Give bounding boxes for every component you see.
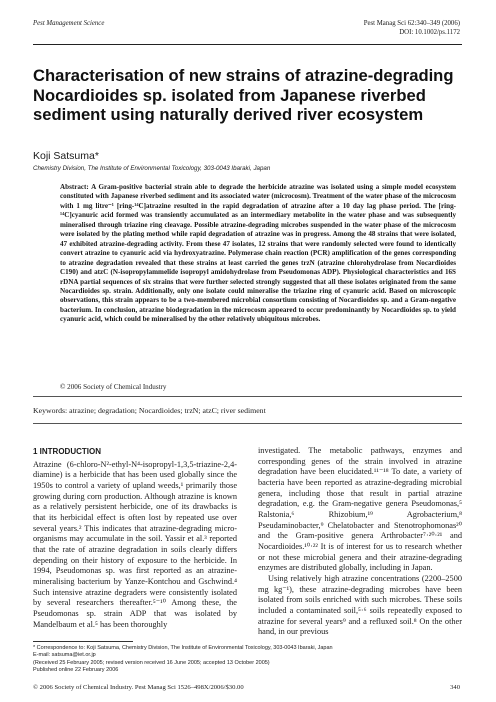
author-name: Koji Satsuma* — [33, 150, 99, 162]
author-affiliation: Chemistry Division, The Institute of Environmental Toxicology, 303-0043 Ibaraki, Japan — [33, 165, 271, 172]
intro-paragraph-1: Atrazine (6-chloro-N²-ethyl-N⁴-isopropyl-1,3,5-triazine-2,4-diamine) is a herbicide that has been used globally since the 1950s to control a variety of upland weeds,¹ primarily those growing during corn production. Although atrazine is known as a relatively persistent herbicide, one of its drawbacks is that its herbicidal effect is often lost by repeated use over several years.² This indicates that atrazine-degrading micro-organisms may accumulate in the soil. Yassir et al.³ reported that the rate of atrazine degradation in soils clearly differs depending on their history of exposure to the herbicide. In 1994, Pseudomonas sp. was first reported as an atrazine-mineralising bacterium by Yanze-Kontchou and Gschwind.⁴ Such intensive atrazine degraders were consistently isolated by several researchers thereafter.⁵⁻¹⁰ Among these, the Pseudomonas sp. strain ADP that was isolated by Mandelbaum et al.⁵ has been thoroughly — [33, 459, 237, 629]
citation-block — [364, 20, 460, 37]
published-online: Published online 22 February 2006 — [33, 666, 119, 673]
body-column-right — [258, 446, 462, 638]
body-column-left — [33, 447, 237, 630]
journal-name: Pest Management Science — [33, 20, 105, 27]
intro-paragraph-1-continued: investigated. The metabolic pathways, enzymes and corresponding genes of the strain involved in atrazine degradation have been elucidated.¹¹⁻¹⁸ To date, a variety of bacteria have been reported as atrazine-degrading microbial genera, including those that result in partial atrazine degradation, e.g. the Gram-negative genera Pseudomonas,⁵ Ralstonia,⁶ Rhizobium,¹⁹ Agrobacterium,⁸ Pseudaminobacter,⁹ Chelatobacter and Stenotrophomonas²⁰ and the Gram-positive genera Arthrobacter⁷·²⁰·²¹ and Nocardioides.¹⁰·²² It is of interest for us to research whether or not these microbial genera and their atrazine-degrading enzymes are distributed globally, including in Japan. — [258, 446, 462, 573]
abstract-copyright: © 2006 Society of Chemical Industry — [60, 383, 167, 391]
footnote-rule — [33, 641, 133, 642]
correspondence-note: * Correspondence to: Koji Satsuma, Chemistry Division, The Institute of Environmental Toxicology, 303-0043 Ibaraki, Japan — [33, 645, 333, 651]
page-number: 340 — [450, 684, 460, 691]
keywords-line: Keywords: atrazine; degradation; Nocardioides; trzN; atzC; river sediment — [33, 406, 266, 415]
received-dates: (Received 25 February 2005; revised version received 16 June 2005; accepted 13 October 2005) — [33, 659, 270, 666]
footer-copyright: © 2006 Society of Chemical Industry. Pest Manag Sci 1526–498X/2006/$30.00 — [33, 684, 244, 691]
intro-paragraph-2: Using relatively high atrazine concentrations (2200–2500 mg kg⁻¹), these atrazine-degrading microbes have been isolated from soils enriched with such microbes. These soils included a contaminated soil,⁵·⁶ soils repeatedly exposed to atrazine for several years⁹ and a refluxed soil.⁸ On the other hand, in our previous — [258, 573, 462, 637]
page-footer — [33, 684, 460, 691]
header-rule — [33, 44, 462, 45]
abstract-text: Abstract: A Gram-positive bacterial strain able to degrade the herbicide atrazine was isolated using a simple model ecosystem constituted with Japanese riverbed sediment and its associated water (microcosm). Treatment of the water phase of the microcosm with 1 mg litre⁻¹ [ring-¹⁴C]atrazine resulted in the rapid degradation of atrazine after a 10 day lag phase period. The [ring-¹⁴C]cyanuric acid formed was transiently accumulated as an intermediary metabolite in the water phase and was subsequently mineralised through triazine ring cleavage. Possible atrazine-degrading microbes suspended in the water phase of the microcosm were isolated by the plating method while rapid degradation of atrazine was in progress. Among the 48 strains that were isolated, 47 exhibited atrazine-degrading activity. From these 47 isolates, 12 strains that were randomly selected were found to identically convert atrazine to cyanuric acid via hydroxyatrazine. Polymerase chain reaction (PCR) amplification of the genes corresponding to atrazine degradation revealed that these strains at least carried the genes trzN (atrazine chlorohydrolase from Nocardioides C190) and atzC (N-isopropylammelide isopropyl amidohydrolase from Pseudomonas ADP). Physiological characteristics and 16S rDNA partial sequences of six strains that were further selected strongly suggested that all these isolates originated from the same Nocardioides sp. strain. Additionally, only one isolate could mineralise the triazine ring of cyanuric acid. Based on microscopic observations, this strain appears to be a two-membered microbial consortium consisting of Nocardioides sp. and a Gram-negative bacterium. In conclusion, atrazine biodegradation in the microcosm appeared to occur predominantly by Nocardioides sp. to yield cyanuric acid, which could be mineralised by the other relatively ubiquitous microbes. — [60, 183, 456, 324]
author-email[interactable]: E-mail: satsuma@iet.or.jp — [33, 652, 96, 659]
keywords-rule-bottom — [33, 423, 462, 424]
footnote-block — [33, 645, 463, 674]
keywords-rule-top — [33, 396, 462, 397]
article-title: Characterisation of new strains of atrazine-degrading Nocardioides sp. isolated from Japanese riverbed sediment using naturally derived river ecosystem — [33, 66, 454, 124]
doi-link[interactable]: DOI: 10.1002/ps.1172 — [399, 28, 460, 36]
journal-citation: Pest Manag Sci 62:340–349 (2006) — [363, 20, 460, 27]
section-heading-introduction: 1 INTRODUCTION — [33, 447, 101, 456]
